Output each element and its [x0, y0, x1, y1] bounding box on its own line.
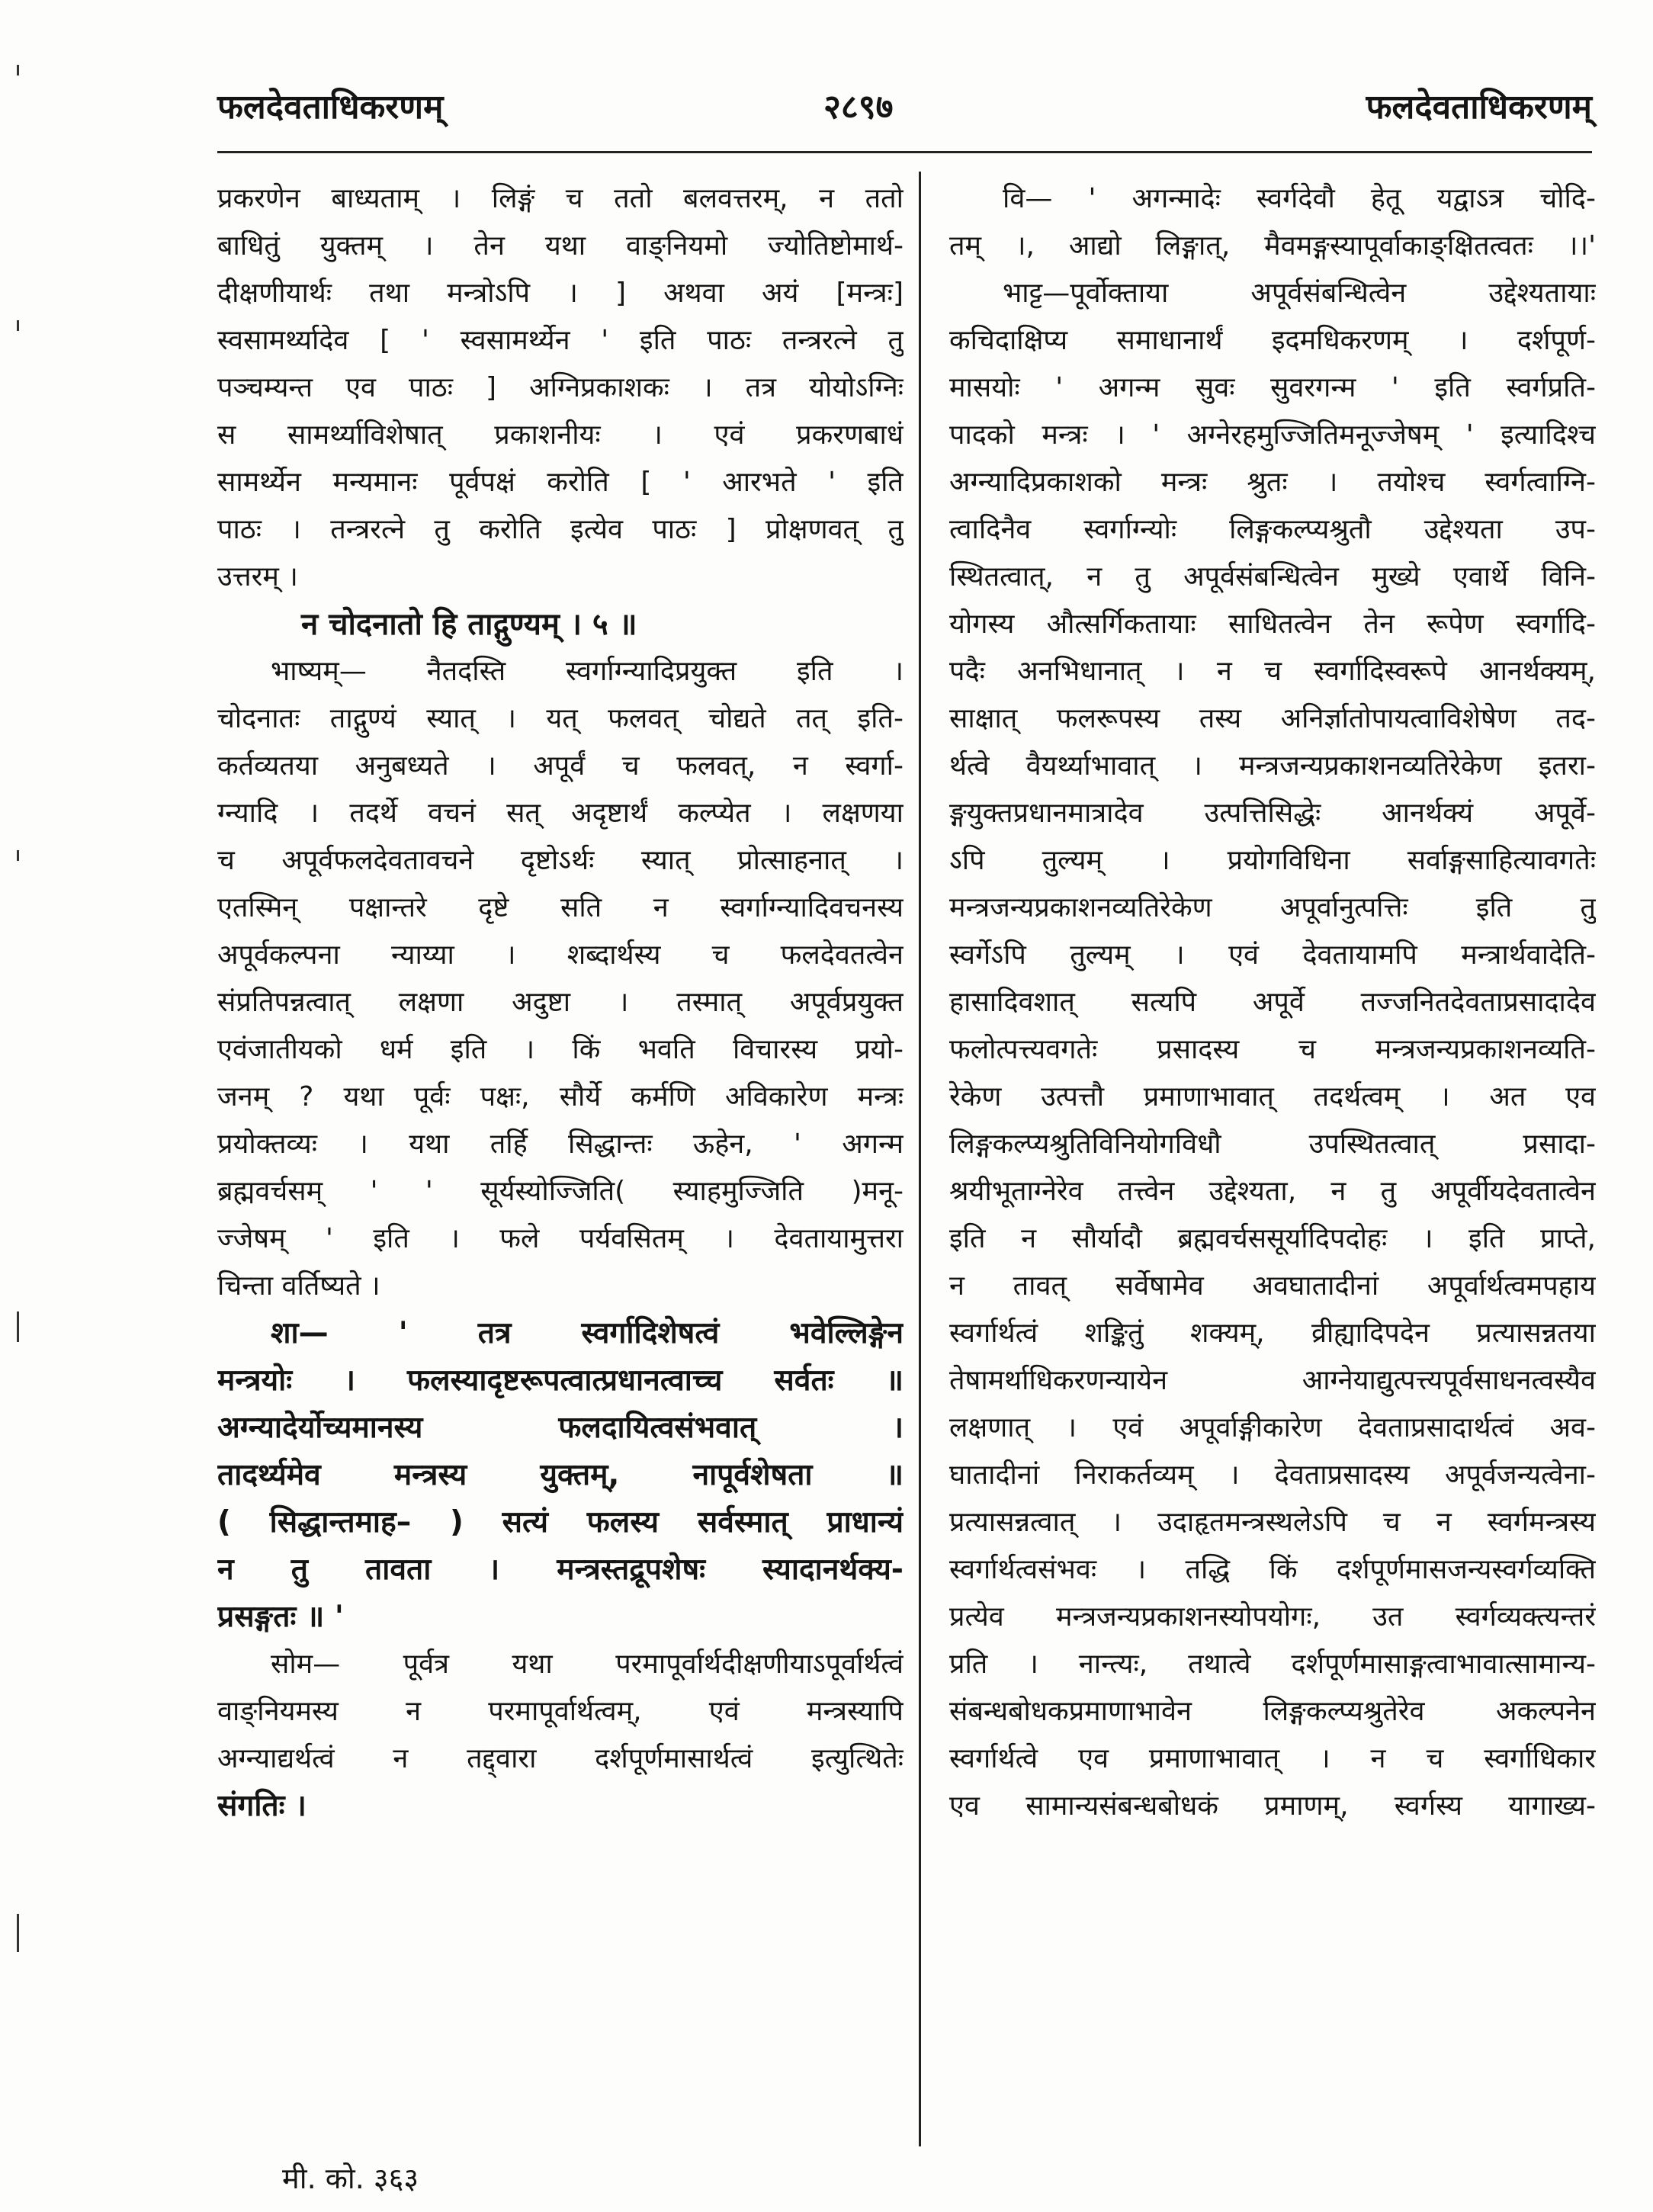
text-line: प्रति । नान्त्यः, तथात्वे दर्शपूर्णमासाङ्गत्वाभावात्सामान्य- [949, 1649, 1596, 1680]
text-line: पादको मन्त्रः । ' अग्नेरहमुज्जितिमनूज्जेषम् ' इत्यादिश्च [949, 419, 1596, 451]
text-line: चोदनातः ताद्गुण्यं स्यात् । यत् फलवत् चोद्यते तत् इति- [217, 703, 904, 734]
page-header [217, 82, 1592, 140]
text-line: स्वर्गेऽपि तुल्यम् । एवं देवतायामपि मन्त्रार्थवादेति- [949, 939, 1596, 971]
text-line: प्रत्येव मन्त्रजन्यप्रकाशनस्योपयोगः, उत स्वर्गव्यक्त्यन्तरं [949, 1601, 1596, 1633]
text-line: ब्रह्मवर्चसम् ' ' सूर्यस्योज्जिति( स्याहमुज्जिति )मनू- [217, 1176, 904, 1207]
verse-line: शा— ' तत्र स्वर्गादिशेषत्वं भवेल्लिङ्गेन [271, 1316, 904, 1350]
text-line: ङ्गयुक्तप्रधानमात्रादेव उत्पत्तिसिद्धेः आनर्थक्यं अपूर्वे- [949, 798, 1596, 829]
text-line: दीक्षणीयार्थः तथा मन्त्रोऽपि । ] अथवा अयं [मन्त्रः] [217, 278, 904, 309]
text-line: स्थितत्वात्, न तु अपूर्वसंबन्धित्वेन मुख्ये एवार्थे विनि- [949, 561, 1596, 592]
footer-signature: मी. को. ३६३ [282, 2162, 419, 2195]
text-line: संगतिः । [217, 1789, 307, 1823]
text-line: अपूर्वकल्पना न्याय्या । शब्दार्थस्य च फलदेवतत्वेन [217, 939, 904, 971]
text-line: स सामर्थ्याविशेषात् प्रकाशनीयः । एवं प्रकरणबाधं [217, 419, 904, 451]
text-line: र्थत्वे वैयर्थ्याभावात् । मन्त्रजन्यप्रकाशनव्यतिरेकेण इतरा- [949, 750, 1596, 782]
text-line: न तावत् सर्वेषामेव अवघातादीनां अपूर्वार्थत्वमपहाय [949, 1270, 1596, 1302]
text-line: ग्न्यादि । तदर्थे वचनं सत् अदृष्टार्थं कल्प्येत । लक्षणया [217, 798, 904, 829]
text-line: मासयोः ' अगन्म सुवः सुवरगन्म ' इति स्वर्गप्रति- [949, 372, 1596, 403]
text-line: स्वर्गार्थत्वं शङ्कितुं शक्यम्, व्रीह्यादिपदेन प्रत्यासन्नतया [949, 1318, 1596, 1349]
text-line: संप्रतिपन्नत्वात् लक्षणा अदुष्टा । तस्मात् अपूर्वप्रयुक्त [217, 987, 904, 1018]
scan-margin-mark [17, 850, 19, 861]
text-line: ऽपि तुल्यम् । प्रयोगविधिना सर्वाङ्गसाहित्यावगतेः [949, 845, 1596, 876]
text-line: रेकेण उत्पत्तौ प्रमाणाभावात् तदर्थत्वम् । अत एव [949, 1081, 1596, 1112]
scan-margin-mark [17, 65, 19, 75]
text-line: स्वसामर्थ्यादेव [ ' स्वसामर्थ्येन ' इति पाठः तन्त्ररत्ने तु [217, 325, 904, 356]
header-rule [217, 151, 1592, 153]
text-line: प्रत्यासन्नत्वात् । उदाहृतमन्त्रस्थलेऽपि च न स्वर्गमन्त्रस्य [949, 1507, 1596, 1538]
text-line: एव सामान्यसंबन्धबोधकं प्रमाणम्, स्वर्गस्य यागाख्य- [949, 1790, 1596, 1822]
text-line: बाधितुं युक्तम् । तेन यथा वाङ्नियमो ज्योतिष्टोमार्थ- [217, 230, 904, 262]
verse-line: ( सिद्धान्तमाह– ) सत्यं फलस्य सर्वस्मात् प्राधान्यं [217, 1505, 904, 1539]
sutra-heading: न चोदनातो हि ताद्गुण्यम् । ५ ॥ [301, 607, 637, 642]
running-title-right: फलदेवताधिकरणम् [1366, 88, 1592, 127]
text-line: स्वर्गार्थत्वे एव प्रमाणाभावात् । न च स्वर्गाधिकार [949, 1743, 1596, 1774]
text-line: कर्तव्यतया अनुबध्यते । अपूर्वं च फलवत्, न स्वर्गा- [217, 750, 904, 782]
page-number: २८९७ [823, 88, 894, 127]
text-line: प्रकरणेन बाध्यताम् । लिङ्गं च ततो बलवत्तरम्, न ततो [217, 183, 904, 214]
text-line: हासादिवशात् सत्यपि अपूर्वे तज्जनितदेवताप्रसादादेव [949, 987, 1596, 1018]
left-column [217, 175, 904, 1830]
text-line: वि— ' अगन्मादेः स्वर्गदेवौ हेतू यद्वाऽत्र चोदि- [1003, 183, 1596, 214]
verse-line: मन्त्रयोः । फलस्यादृष्टरूपत्वात्प्रधानत्वाच्च सर्वतः ॥ [217, 1363, 904, 1398]
text-line: पाठः । तन्त्ररत्ने तु करोति इत्येव पाठः ] प्रोक्षणवत् तु [217, 514, 904, 545]
text-line: मन्त्रजन्यप्रकाशनव्यतिरेकेण अपूर्वानुत्पत्तिः इति तु [949, 892, 1596, 923]
text-line: भाष्यम्— नैतदस्ति स्वर्गाग्न्यादिप्रयुक्त इति । [271, 656, 904, 687]
text-line: त्वादिनैव स्वर्गाग्न्योः लिङ्गकल्प्यश्रुतौ उद्देश्यता उप- [949, 514, 1596, 545]
running-title-left: फलदेवताधिकरणम् [217, 88, 444, 127]
text-line: लिङ्गकल्प्यश्रुतिविनियोगविधौ उपस्थितत्वात् प्रसादा- [949, 1128, 1596, 1160]
text-line: ज्जेषम् ' इति । फले पर्यवसितम् । देवतायामुत्तरा [217, 1223, 904, 1254]
text-line: योगस्य औत्सर्गिकतायाः साधितत्वेन तेन रूपेण स्वर्गादि- [949, 608, 1596, 640]
verse-line: न तु तावता । मन्त्रस्तद्रूपशेषः स्यादानर्थक्य- [217, 1552, 904, 1587]
text-line: तम् ।, आद्यो लिङ्गात्, मैवमङ्गस्यापूर्वाकाङ्क्षितत्वतः ।।' [949, 230, 1596, 262]
text-line: लक्षणात् । एवं अपूर्वाङ्गीकारेण देवताप्रसादार्थत्वं अव- [949, 1412, 1596, 1443]
text-line: अग्न्याद्यर्थत्वं न तद्द्वारा दर्शपूर्णमासार्थत्वं इत्युत्थितेः [217, 1743, 904, 1774]
scan-margin-mark [17, 1311, 19, 1342]
text-line: एवंजातीयको धर्म इति । किं भवति विचारस्य प्रयो- [217, 1034, 904, 1065]
text-line: स्वर्गार्थत्वसंभवः । तद्धि किं दर्शपूर्णमासजन्यस्वर्गव्यक्ति [949, 1554, 1596, 1585]
text-line: उत्तरम् । [217, 561, 298, 592]
text-line: च अपूर्वफलदेवतावचने दृष्टोऽर्थः स्यात् प्रोत्साहनात् । [217, 845, 904, 876]
text-line: चिन्ता वर्तिष्यते । [217, 1270, 380, 1302]
text-line: भाट्ट—पूर्वोक्ताया अपूर्वसंबन्धित्वेन उद्देश्यतायाः [1003, 278, 1596, 309]
text-line: पदैः अनभिधानात् । न च स्वर्गादिस्वरूपे आनर्थक्यम्, [949, 656, 1596, 687]
text-line: जनम् ? यथा पूर्वः पक्षः, सौर्ये कर्मणि अविकारेण मन्त्रः [217, 1081, 904, 1112]
right-column [949, 175, 1596, 1830]
text-line: कचिदाक्षिप्य समाधानार्थं इदमधिकरणम् । दर्शपूर्ण- [949, 325, 1596, 356]
text-line: वाङ्नियमस्य न परमापूर्वार्थत्वम्, एवं मन्त्रस्यापि [217, 1696, 904, 1727]
text-line: तेषामर्थाधिकरणन्यायेन आग्नेयाद्युत्पत्त्यपूर्वसाधनत्वस्यैव [949, 1365, 1596, 1396]
text-line: सोम— पूर्वत्र यथा परमापूर्वार्थदीक्षणीयाऽपूर्वार्थत्वं [271, 1649, 904, 1680]
text-line: फलोत्पत्त्यवगतेः प्रसादस्य च मन्त्रजन्यप्रकाशनव्यति- [949, 1034, 1596, 1065]
scan-margin-mark [17, 1914, 19, 1952]
text-line: एतस्मिन् पक्षान्तरे दृष्टे सति न स्वर्गाग्न्यादिवचनस्य [217, 892, 904, 923]
verse-line: तादर्थ्यमेव मन्त्रस्य युक्तम्, नापूर्वशेषता ॥ [217, 1458, 904, 1492]
text-line: सामर्थ्येन मन्यमानः पूर्वपक्षं करोति [ ' आरभते ' इति [217, 467, 904, 498]
text-line: घातादीनां निराकर्तव्यम् । देवताप्रसादस्य अपूर्वजन्यत्वेना- [949, 1459, 1596, 1491]
text-line: अग्न्यादिप्रकाशको मन्त्रः श्रुतः । तयोश्च स्वर्गत्वाग्नि- [949, 467, 1596, 498]
text-line: पञ्चम्यन्त एव पाठः ] अग्निप्रकाशकः । तत्र योयोऽग्निः [217, 372, 904, 403]
text-line: इति न सौर्यादौ ब्रह्मवर्चससूर्यादिपदोहः । इति प्राप्ते, [949, 1223, 1596, 1254]
column-divider [919, 172, 921, 2146]
text-line: प्रयोक्तव्यः । यथा तर्हि सिद्धान्तः ऊहेन, ' अगन्म [217, 1128, 904, 1160]
verse-line: अग्न्यादेर्योच्यमानस्य फलदायित्वसंभवात् । [217, 1411, 904, 1445]
text-line: संबन्धबोधकप्रमाणाभावेन लिङ्गकल्प्यश्रुतेरेव अकल्पनेन [949, 1696, 1596, 1727]
text-line: साक्षात् फलरूपस्य तस्य अनिर्ज्ञातोपायत्वाविशेषेण तद- [949, 703, 1596, 734]
verse-line: प्रसङ्गतः ॥ ' [217, 1600, 344, 1634]
text-line: श्रयीभूताग्नेरेव तत्त्वेन उद्देश्यता, न तु अपूर्वीयदेवतात्वेन [949, 1176, 1596, 1207]
scan-margin-mark [17, 320, 19, 331]
